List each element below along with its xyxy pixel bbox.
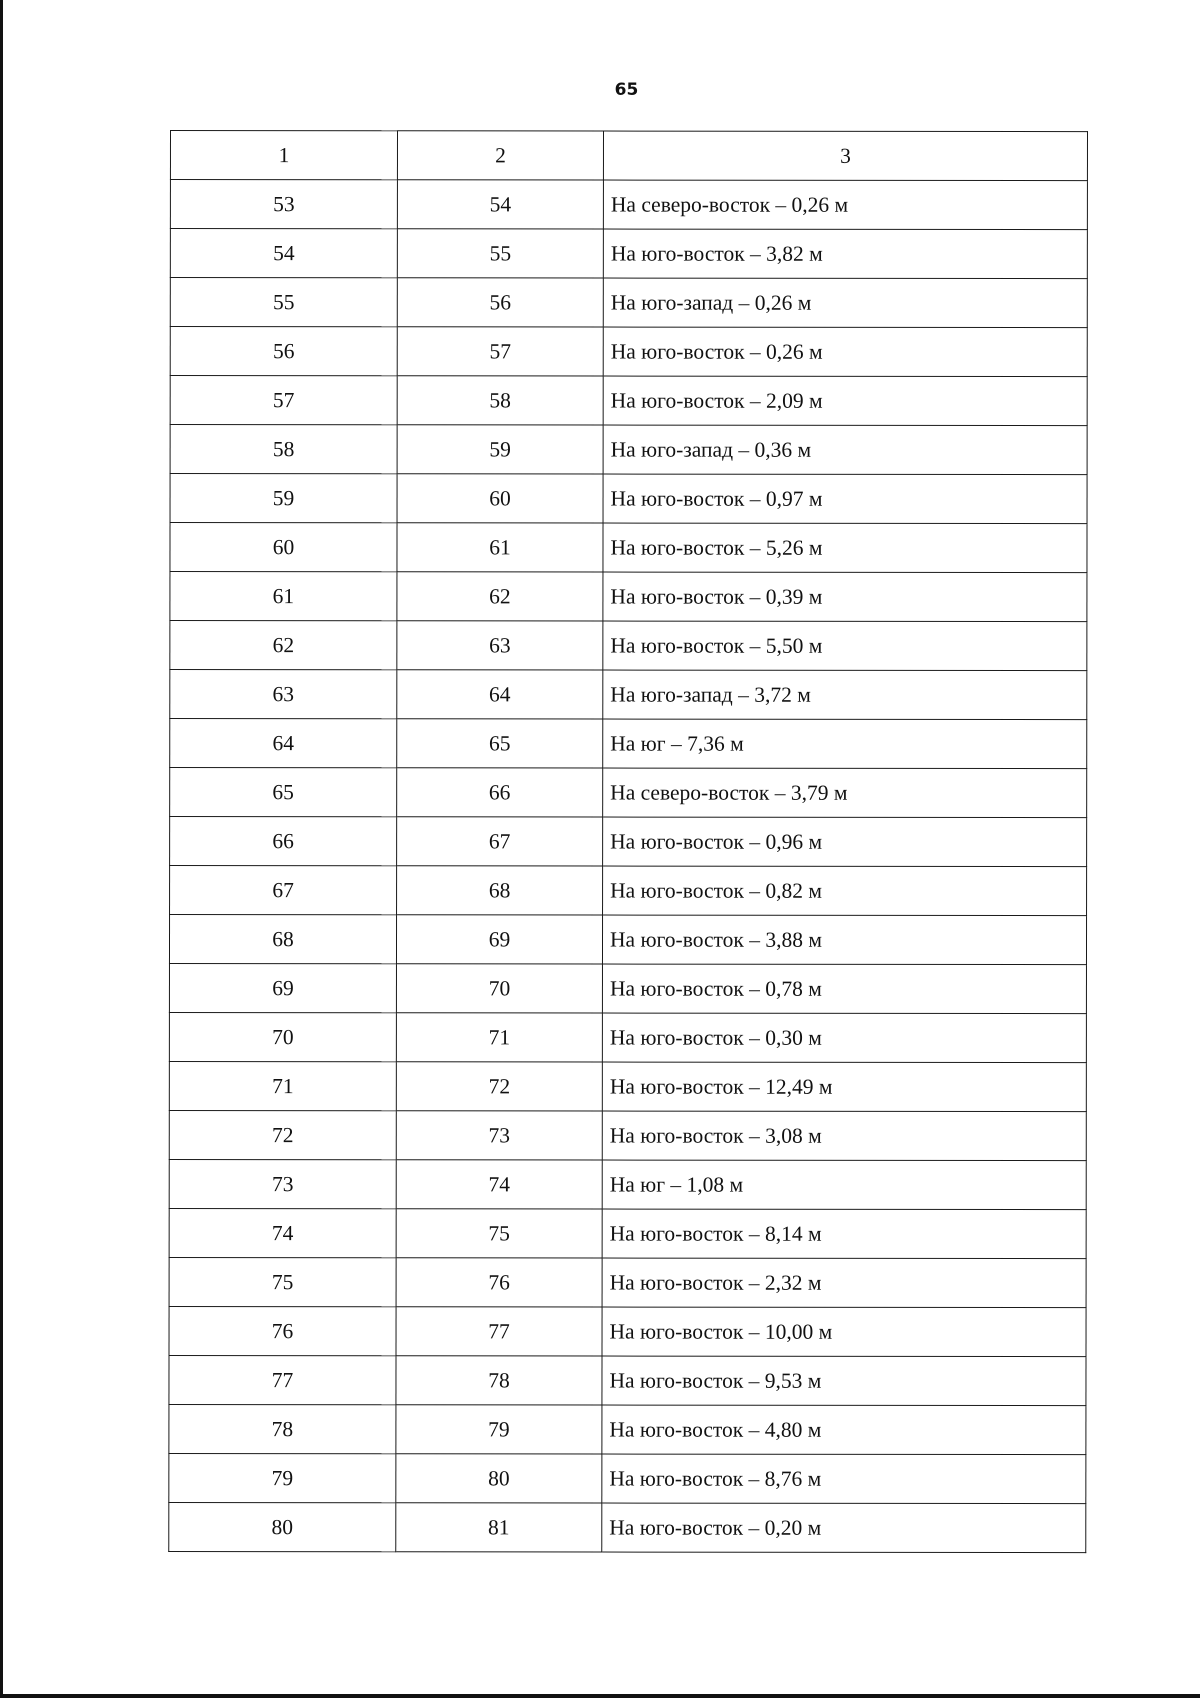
cell-to-point: 63 (397, 621, 603, 670)
cell-to-point: 67 (397, 817, 603, 866)
cell-to-point: 54 (397, 180, 603, 229)
table-row (170, 572, 1087, 622)
cell-direction-distance: На юго-восток – 3,82 м (603, 229, 1087, 279)
cell-direction-distance: На юго-восток – 9,53 м (602, 1356, 1086, 1406)
cell-direction-distance: На юго-восток – 0,30 м (602, 1013, 1086, 1063)
table-row (169, 1061, 1086, 1111)
cell-from-point: 67 (170, 866, 397, 915)
cell-to-point: 80 (396, 1454, 602, 1503)
cell-to-point: 58 (397, 376, 603, 425)
cell-from-point: 73 (169, 1159, 396, 1208)
cell-direction-distance: На юго-восток – 2,09 м (603, 376, 1087, 426)
cell-from-point: 72 (169, 1110, 396, 1159)
table-row (169, 1159, 1086, 1209)
table-row (170, 523, 1087, 573)
cell-from-point: 58 (170, 425, 397, 474)
cell-direction-distance: На юго-восток – 5,26 м (603, 523, 1087, 573)
cell-to-point: 70 (396, 964, 602, 1013)
table-row (169, 1404, 1086, 1454)
cell-to-point: 71 (396, 1013, 602, 1062)
cell-to-point: 79 (396, 1405, 602, 1454)
cell-direction-distance: На юго-восток – 0,97 м (603, 474, 1087, 524)
cell-from-point: 53 (170, 180, 397, 229)
cell-from-point: 66 (170, 817, 397, 866)
table-row (169, 964, 1086, 1014)
table-row (170, 670, 1087, 720)
table-row (170, 180, 1087, 230)
cell-to-point: 62 (397, 572, 603, 621)
table-row (170, 229, 1087, 279)
cell-from-point: 65 (170, 768, 397, 817)
table-row (170, 866, 1087, 916)
cell-direction-distance: На юго-восток – 3,88 м (602, 915, 1086, 965)
table-body (169, 180, 1088, 1553)
cell-from-point: 70 (169, 1012, 396, 1061)
cell-direction-distance: На юго-восток – 0,26 м (603, 327, 1087, 377)
table-row (170, 425, 1087, 475)
table-row (170, 621, 1087, 671)
cell-from-point: 75 (169, 1257, 396, 1306)
cell-from-point: 78 (169, 1404, 396, 1453)
table-row (169, 1208, 1086, 1258)
cell-direction-distance: На юго-восток – 2,32 м (602, 1258, 1086, 1308)
cell-direction-distance: На юго-восток – 3,08 м (602, 1111, 1086, 1161)
table-row (170, 474, 1087, 524)
cell-direction-distance: На юго-восток – 0,96 м (603, 817, 1087, 867)
table-row (169, 1012, 1086, 1062)
page-number: 65 (614, 80, 639, 100)
cell-from-point: 71 (169, 1061, 396, 1110)
cell-from-point: 62 (170, 621, 397, 670)
cell-to-point: 66 (397, 768, 603, 817)
cell-to-point: 64 (397, 670, 603, 719)
header-col-3: 3 (603, 131, 1087, 181)
cell-to-point: 68 (397, 866, 603, 915)
cell-from-point: 79 (169, 1453, 396, 1502)
cell-direction-distance: На юго-восток – 4,80 м (602, 1405, 1086, 1455)
header-row (170, 131, 1087, 181)
cell-from-point: 55 (170, 278, 397, 327)
cell-from-point: 64 (170, 719, 397, 768)
cell-from-point: 74 (169, 1208, 396, 1257)
table-row (169, 1355, 1086, 1405)
table-row (170, 719, 1087, 769)
cell-direction-distance: На юго-восток – 8,76 м (602, 1454, 1086, 1504)
cell-direction-distance: На юго-запад – 0,36 м (603, 425, 1087, 475)
table-row (169, 1502, 1086, 1552)
cell-to-point: 55 (397, 229, 603, 278)
header-col-1: 1 (170, 131, 397, 180)
cell-to-point: 65 (397, 719, 603, 768)
table-row (170, 768, 1087, 818)
table-row (170, 376, 1087, 426)
cell-from-point: 57 (170, 376, 397, 425)
table-row (169, 1110, 1086, 1160)
cell-to-point: 73 (396, 1111, 602, 1160)
cell-to-point: 74 (396, 1160, 602, 1209)
cell-to-point: 69 (396, 915, 602, 964)
cell-direction-distance: На юго-восток – 0,39 м (603, 572, 1087, 622)
cell-direction-distance: На юго-восток – 0,82 м (603, 866, 1087, 916)
cell-to-point: 78 (396, 1356, 602, 1405)
cell-to-point: 76 (396, 1258, 602, 1307)
table-row (169, 915, 1086, 965)
cell-to-point: 56 (397, 278, 603, 327)
cell-direction-distance: На юго-восток – 0,20 м (602, 1503, 1086, 1553)
cell-direction-distance: На юго-восток – 8,14 м (602, 1209, 1086, 1259)
cell-from-point: 60 (170, 523, 397, 572)
cell-from-point: 76 (169, 1306, 396, 1355)
table-row (169, 1257, 1086, 1307)
header-col-2: 2 (397, 131, 603, 180)
cell-direction-distance: На юг – 7,36 м (603, 719, 1087, 769)
cell-direction-distance: На юго-восток – 5,50 м (603, 621, 1087, 671)
cell-direction-distance: На юго-запад – 3,72 м (603, 670, 1087, 720)
cell-from-point: 59 (170, 474, 397, 523)
cell-from-point: 63 (170, 670, 397, 719)
cell-from-point: 69 (169, 964, 396, 1013)
cell-from-point: 54 (170, 229, 397, 278)
cell-from-point: 80 (169, 1502, 396, 1551)
table-row (170, 278, 1087, 328)
boundary-table (168, 130, 1088, 1553)
cell-from-point: 61 (170, 572, 397, 621)
cell-to-point: 75 (396, 1209, 602, 1258)
cell-direction-distance: На юго-восток – 12,49 м (602, 1062, 1086, 1112)
table-header (170, 131, 1087, 181)
cell-to-point: 59 (397, 425, 603, 474)
cell-from-point: 56 (170, 327, 397, 376)
scan-border-bottom (0, 1694, 1200, 1698)
cell-to-point: 60 (397, 474, 603, 523)
scan-border-left (0, 0, 3, 1698)
cell-to-point: 77 (396, 1307, 602, 1356)
cell-direction-distance: На юго-запад – 0,26 м (603, 278, 1087, 328)
table-row (169, 1306, 1086, 1356)
cell-direction-distance: На северо-восток – 3,79 м (603, 768, 1087, 818)
cell-from-point: 77 (169, 1355, 396, 1404)
table-row (169, 1453, 1086, 1503)
cell-from-point: 68 (169, 915, 396, 964)
cell-direction-distance: На юго-восток – 10,00 м (602, 1307, 1086, 1357)
cell-direction-distance: На юго-восток – 0,78 м (602, 964, 1086, 1014)
cell-to-point: 61 (397, 523, 603, 572)
cell-direction-distance: На северо-восток – 0,26 м (603, 180, 1087, 230)
table-row (170, 327, 1087, 377)
cell-to-point: 57 (397, 327, 603, 376)
table-row (170, 817, 1087, 867)
cell-to-point: 72 (396, 1062, 602, 1111)
cell-to-point: 81 (396, 1503, 602, 1552)
cell-direction-distance: На юг – 1,08 м (602, 1160, 1086, 1210)
